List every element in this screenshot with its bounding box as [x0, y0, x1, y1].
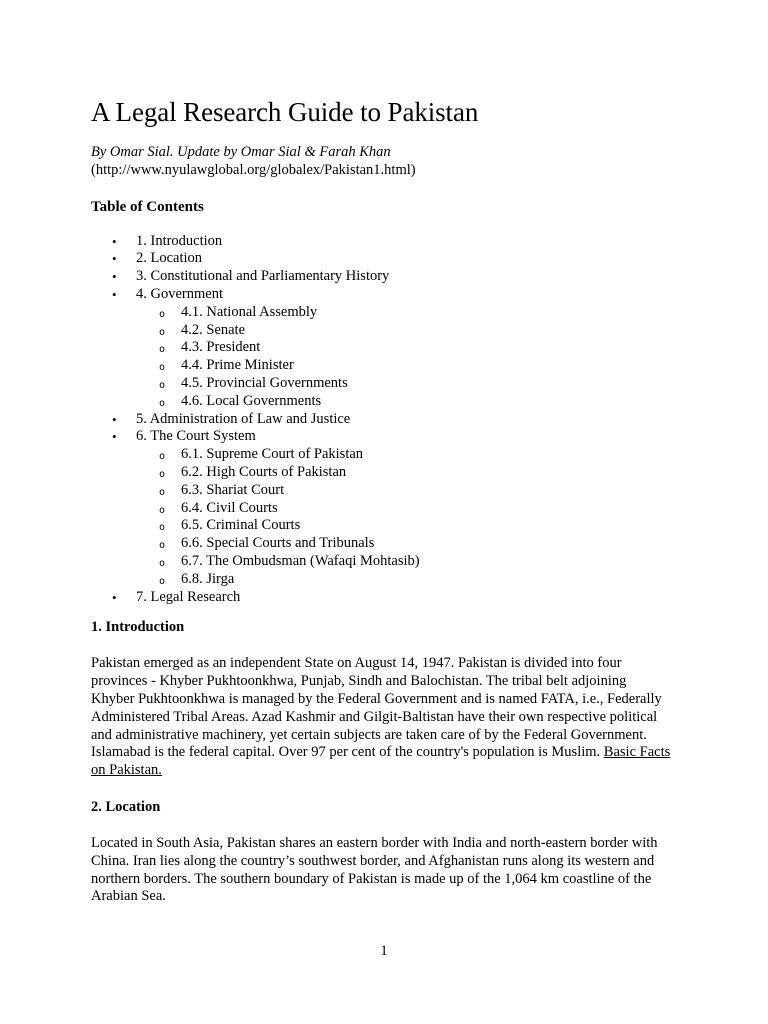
toc-subitem[interactable]: o 6.4. Civil Courts [136, 500, 671, 518]
source-url: (http://www.nyulawglobal.org/globalex/Pakistan1.html) [91, 161, 416, 178]
page-number: 1 [380, 943, 388, 959]
toc-item-label: 7. Legal Research [136, 588, 241, 605]
toc-item[interactable] [91, 233, 671, 251]
table-of-contents [91, 233, 671, 607]
toc-subitem[interactable]: o 4.3. President [136, 339, 671, 357]
toc-subitem[interactable]: o 4.6. Local Governments [136, 393, 671, 411]
toc-item-label: 6. The Court System [136, 428, 256, 445]
toc-item-label: 2. Location [136, 250, 203, 267]
toc-item[interactable] [91, 589, 671, 607]
document-page [91, 96, 671, 906]
location-paragraph: Located in South Asia, Pakistan shares an eastern border with India and north-eastern border with China. Iran lies along the country’s southwest border, and Afghanistan runs along its western and northern borders. The southern boundary of Pakistan is made up of the 1,064 km coastline of the Arabian Sea. [91, 834, 658, 905]
toc-subitem[interactable]: o 6.3. Shariat Court [136, 482, 671, 500]
toc-item[interactable] [91, 428, 671, 588]
toc-subitem[interactable]: o 6.2. High Courts of Pakistan [136, 464, 671, 482]
toc-sublist [136, 446, 671, 588]
toc-subitem[interactable]: o 4.2. Senate [136, 322, 671, 340]
toc-item-label: 4. Government [136, 285, 223, 302]
document-title: A Legal Research Guide to Pakistan [91, 97, 479, 127]
toc-subitem[interactable]: o 6.5. Criminal Courts [136, 517, 671, 535]
location-heading: 2. Location [91, 798, 161, 815]
introduction-paragraph [91, 655, 671, 780]
toc-sublist [136, 304, 671, 411]
toc-subitem[interactable]: o 6.8. Jirga [136, 571, 671, 589]
toc-item[interactable] [91, 268, 671, 286]
toc-item[interactable] [91, 286, 671, 411]
byline: By Omar Sial. Update by Omar Sial & Farah Khan [91, 144, 391, 160]
toc-subitem[interactable]: o 6.6. Special Courts and Tribunals [136, 535, 671, 553]
toc-item[interactable] [91, 250, 671, 268]
toc-subitem[interactable]: o 6.1. Supreme Court of Pakistan [136, 446, 671, 464]
toc-item-label: 3. Constitutional and Parliamentary History [136, 268, 390, 285]
introduction-heading: 1. Introduction [91, 619, 185, 636]
toc-item[interactable] [91, 411, 671, 429]
toc-subitem[interactable]: o 6.7. The Ombudsman (Wafaqi Mohtasib) [136, 553, 671, 571]
basic-facts-link[interactable]: Basic Facts on Pakistan. [91, 744, 671, 779]
introduction-text: Pakistan emerged as an independent State on August 14, 1947. Pakistan is divided into four provinces - Khyber Pukhtoonkhwa, Punjab, Sindh and Balochistan. The tribal belt adjoining Khyber Pukhtoonkhwa is managed by the Federal Government and is named FATA, i.e., Federally Administered Tribal Areas. Azad Kashmir and Gilgit-Baltistan have their own respective political and administrative machinery, yet certain subjects are taken care of by the Federal Government. Islamabad is the federal capital. Over 97 per cent of the country's population is Muslim. [91, 655, 662, 761]
toc-item-label: 5. Administration of Law and Justice [136, 410, 351, 427]
toc-item-label: 1. Introduction [136, 232, 223, 249]
toc-subitem[interactable]: o 4.1. National Assembly [136, 304, 671, 322]
toc-subitem[interactable]: o 4.4. Prime Minister [136, 357, 671, 375]
toc-subitem[interactable]: o 4.5. Provincial Governments [136, 375, 671, 393]
toc-heading: Table of Contents [91, 198, 204, 215]
